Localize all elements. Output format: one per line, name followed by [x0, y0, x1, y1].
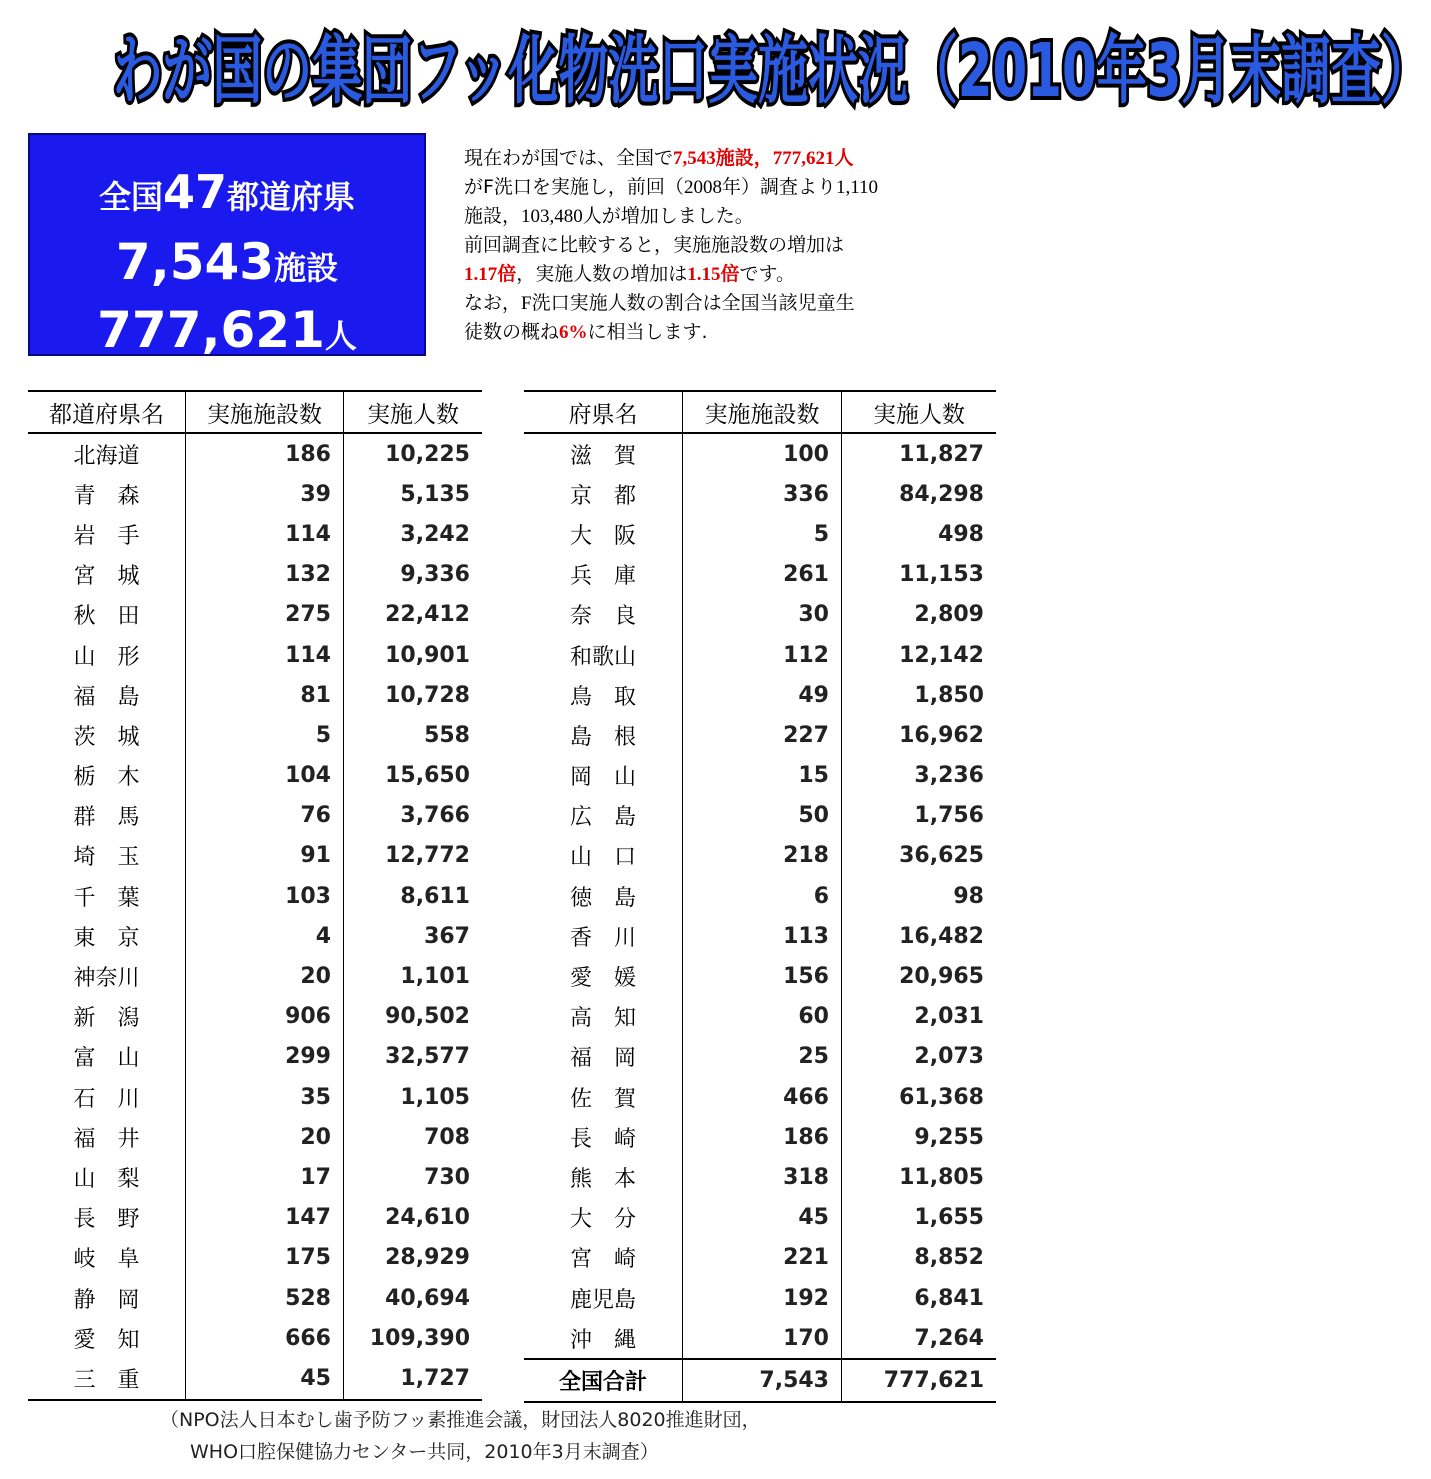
page-title-text: わが国の集団フッ化物洗口実施状況（2010年3月末調査）: [112, 29, 1431, 115]
prefecture-name: 新 潟: [73, 1006, 140, 1032]
desc-text: 洗口実施人数の割合は全国当該児童生: [531, 292, 855, 314]
participant-count: 22,412: [344, 595, 483, 635]
table-row: [524, 997, 996, 1037]
participant-count: 498: [842, 514, 997, 554]
column-header: 都道府県名: [28, 391, 186, 433]
prefecture-name: 長 崎: [569, 1126, 636, 1152]
facility-count: 227: [683, 715, 842, 755]
participant-count: 15,650: [344, 756, 483, 796]
facility-count: 5: [186, 715, 344, 755]
desc-text: に相当します.: [587, 321, 708, 343]
participant-count: 16,482: [842, 916, 997, 956]
participant-count: 16,962: [842, 715, 997, 755]
participant-count: 9,336: [344, 555, 483, 595]
facility-count: 221: [683, 1238, 842, 1278]
description-line: [464, 202, 1004, 231]
participant-count: 10,728: [344, 675, 483, 715]
table-row: [524, 675, 996, 715]
prefecture-name: 鳥 取: [569, 684, 636, 710]
table-row: [524, 1157, 996, 1197]
prefecture-name: 富 山: [73, 1046, 140, 1072]
prefecture-name: 三 重: [28, 1358, 186, 1399]
facility-count: 6: [683, 876, 842, 916]
desc-highlight: 1.15倍: [687, 264, 740, 285]
prefecture-name: 和歌山: [569, 644, 636, 670]
participant-count: 84,298: [842, 474, 997, 514]
table-row: [28, 1358, 482, 1399]
summary-prefecture-suffix: 都道府県: [227, 178, 356, 216]
total-label: 全国合計: [524, 1359, 683, 1401]
table-row: [28, 1198, 482, 1238]
prefecture-name: 島 根: [569, 724, 636, 750]
prefecture-name: 京 都: [569, 483, 636, 509]
prefecture-name: 香 川: [569, 925, 636, 951]
description-line: [464, 173, 1004, 202]
facility-count: 45: [683, 1198, 842, 1238]
facility-count: 17: [186, 1157, 344, 1197]
prefecture-name: 神奈川: [73, 966, 140, 992]
desc-highlight: ，: [753, 148, 773, 169]
table-row: [524, 1037, 996, 1077]
table-row: [28, 474, 482, 514]
facility-count: 20: [186, 956, 344, 996]
table-row: [524, 796, 996, 836]
participant-count: 109,390: [344, 1318, 483, 1358]
facility-count: 104: [186, 756, 344, 796]
desc-highlight: 7,543施設: [673, 148, 754, 169]
facility-count: 466: [683, 1077, 842, 1117]
table-row: [524, 876, 996, 916]
summary-prefix: 全国: [98, 178, 163, 216]
participant-count: 5,135: [344, 474, 483, 514]
facility-count: 114: [186, 635, 344, 675]
column-header: 実施施設数: [186, 391, 344, 433]
facility-count: 4: [186, 916, 344, 956]
facility-count: 112: [683, 635, 842, 675]
facility-count: 114: [186, 514, 344, 554]
participant-count: 11,805: [842, 1157, 997, 1197]
column-header: 実施人数: [344, 391, 483, 433]
participant-count: 8,852: [842, 1238, 997, 1278]
desc-text: 103,480: [521, 206, 583, 227]
desc-text: 1,110: [835, 177, 878, 198]
participant-count: 1,850: [842, 675, 997, 715]
facility-count: 192: [683, 1278, 842, 1318]
participant-count: 3,242: [344, 514, 483, 554]
table-row: [28, 715, 482, 755]
prefecture-name: 兵 庫: [569, 564, 636, 590]
participant-count: 2,031: [842, 997, 997, 1037]
prefecture-name: 栃 木: [73, 765, 140, 791]
prefecture-name: 岐 阜: [73, 1247, 140, 1273]
desc-text: 徒数の概ね: [464, 321, 560, 343]
desc-text: がF洗口を実施し，前回（: [464, 176, 684, 198]
prefecture-name: 福 岡: [569, 1046, 636, 1072]
participant-count: 1,727: [344, 1358, 483, 1399]
prefecture-name: 静 岡: [73, 1287, 140, 1313]
page-title: [0, 22, 1431, 122]
prefecture-name: 岩 手: [73, 523, 140, 549]
table-row: [524, 756, 996, 796]
participant-count: 3,766: [344, 796, 483, 836]
footer-source-line2: WHO口腔保健協力センター共同，2010年3月末調査）: [190, 1441, 659, 1463]
desc-text: です。: [739, 263, 796, 285]
desc-text: ，実施人数の増加は: [516, 263, 688, 285]
table-row: [524, 555, 996, 595]
prefecture-name: 山 形: [73, 644, 140, 670]
table-row: [524, 836, 996, 876]
table-row: [524, 1238, 996, 1278]
facility-count: 91: [186, 836, 344, 876]
footer-source-line1: （NPO法人日本むし歯予防フッ素推進会議，財団法人8020推進財団，: [160, 1409, 761, 1431]
desc-text: 年）調査より: [721, 176, 836, 198]
table-row: [524, 474, 996, 514]
desc-text: 2008: [683, 177, 722, 198]
table-row: [28, 433, 482, 474]
summary-prefectures: [30, 165, 424, 219]
facility-count: 30: [683, 595, 842, 635]
table-row: [28, 1278, 482, 1318]
facility-count: 156: [683, 956, 842, 996]
prefecture-name: 石 川: [73, 1086, 140, 1112]
facility-count: 76: [186, 796, 344, 836]
prefecture-name: 熊 本: [569, 1166, 636, 1192]
participant-count: 10,901: [344, 635, 483, 675]
prefecture-name: 宮 城: [73, 564, 140, 590]
participant-count: 367: [344, 916, 483, 956]
table-row: [524, 514, 996, 554]
participant-count: 12,142: [842, 635, 997, 675]
description-line: [464, 318, 1004, 347]
description-line: 前回調査に比較すると，実施施設数の増加は: [464, 234, 845, 256]
prefecture-name: 福 井: [73, 1126, 140, 1152]
participant-count: 90,502: [344, 997, 483, 1037]
table-row: [28, 675, 482, 715]
table-row: [524, 1278, 996, 1318]
participant-count: 2,809: [842, 595, 997, 635]
facility-count: 81: [186, 675, 344, 715]
prefecture-name: 長 野: [73, 1207, 140, 1233]
facility-count: 218: [683, 836, 842, 876]
prefecture-name: 愛 知: [73, 1327, 140, 1353]
table-row: [524, 635, 996, 675]
facility-count: 528: [186, 1278, 344, 1318]
facility-count: 25: [683, 1037, 842, 1077]
facility-count: 45: [186, 1358, 344, 1399]
participant-count: 11,827: [842, 433, 997, 474]
participant-count: 10,225: [344, 433, 483, 474]
facility-count: 336: [683, 474, 842, 514]
prefecture-name: 山 梨: [73, 1166, 140, 1192]
desc-highlight: 6%: [559, 322, 588, 343]
prefecture-name: 岡 山: [569, 765, 636, 791]
facility-count: 275: [186, 595, 344, 635]
total-participant-count: 777,621: [842, 1359, 997, 1401]
facility-count: 666: [186, 1318, 344, 1358]
facility-count: 299: [186, 1037, 344, 1077]
table-row: [524, 916, 996, 956]
desc-text: 人が増加しました。: [582, 205, 754, 227]
facility-count: 318: [683, 1157, 842, 1197]
total-facility-count: 7,543: [683, 1359, 842, 1401]
table-row: [28, 1318, 482, 1358]
table-row: [28, 595, 482, 635]
summary-facility-suffix: 施設: [274, 249, 339, 287]
facility-count: 60: [683, 997, 842, 1037]
participant-count: 708: [344, 1117, 483, 1157]
facility-count: 175: [186, 1238, 344, 1278]
description-text: [464, 144, 1004, 347]
facility-count: 132: [186, 555, 344, 595]
right-table: [524, 390, 996, 1403]
column-header: 実施人数: [842, 391, 997, 433]
participant-count: 8,611: [344, 876, 483, 916]
participant-count: 6,841: [842, 1278, 997, 1318]
table-row: [524, 1198, 996, 1238]
participant-count: 12,772: [344, 836, 483, 876]
facility-count: 39: [186, 474, 344, 514]
prefecture-name: 徳 島: [569, 885, 636, 911]
table-row: [28, 1117, 482, 1157]
description-line: [464, 289, 1004, 318]
facility-count: 50: [683, 796, 842, 836]
prefecture-name: 滋 賀: [569, 443, 636, 469]
summary-facility-count: 7,543: [115, 233, 275, 291]
prefecture-name: 山 口: [569, 845, 636, 871]
prefecture-name: 広 島: [569, 805, 636, 831]
prefecture-name: 東 京: [73, 925, 140, 951]
participant-count: 98: [842, 876, 997, 916]
left-table: [28, 390, 482, 1401]
summary-box: [28, 133, 426, 359]
table-row: [524, 595, 996, 635]
summary-people: [30, 301, 424, 359]
summary-prefecture-count: 47: [162, 165, 227, 219]
prefecture-name: 奈 良: [569, 604, 636, 630]
description-line: [464, 144, 1004, 173]
facility-count: 5: [683, 514, 842, 554]
prefecture-name: 福 島: [73, 684, 140, 710]
summary-people-count: 777,621: [97, 301, 325, 359]
column-header: 府県名: [524, 391, 683, 433]
facility-count: 15: [683, 756, 842, 796]
facility-count: 170: [683, 1318, 842, 1359]
desc-text: 現在わが国では、全国で: [464, 147, 674, 169]
summary-facilities: [30, 233, 424, 291]
facility-count: 147: [186, 1198, 344, 1238]
prefecture-name: 宮 崎: [569, 1247, 636, 1273]
table-row: [524, 433, 996, 474]
total-row: [524, 1359, 996, 1401]
table-row: [28, 956, 482, 996]
participant-count: 61,368: [842, 1077, 997, 1117]
facility-count: 186: [683, 1117, 842, 1157]
table-row: [28, 1037, 482, 1077]
desc-text: 施設，: [464, 205, 522, 227]
table-row: [28, 916, 482, 956]
participant-count: 40,694: [344, 1278, 483, 1318]
participant-count: 730: [344, 1157, 483, 1197]
table-row: [524, 1077, 996, 1117]
table-row: [28, 1157, 482, 1197]
table-row: [28, 796, 482, 836]
table-row: [28, 635, 482, 675]
table-row: [28, 1077, 482, 1117]
prefecture-name: 千 葉: [73, 885, 140, 911]
table-row: [524, 715, 996, 755]
facility-count: 49: [683, 675, 842, 715]
facility-count: 261: [683, 555, 842, 595]
table-row: [524, 1318, 996, 1359]
table-row: [28, 997, 482, 1037]
description-line: [464, 260, 1004, 289]
prefecture-name: 大 分: [569, 1207, 636, 1233]
summary-people-suffix: 人: [324, 317, 357, 355]
facility-count: 103: [186, 876, 344, 916]
participant-count: 7,264: [842, 1318, 997, 1359]
table-row: [28, 1238, 482, 1278]
participant-count: 1,101: [344, 956, 483, 996]
table-header-row: [28, 391, 482, 433]
prefecture-name: 茨 城: [73, 724, 140, 750]
desc-highlight: 777,621人: [772, 148, 854, 169]
table-row: [28, 836, 482, 876]
desc-text: なお，: [464, 292, 522, 314]
table-row: [28, 514, 482, 554]
facility-count: 113: [683, 916, 842, 956]
prefecture-name: 埼 玉: [73, 845, 140, 871]
prefecture-name: 鹿児島: [569, 1287, 636, 1313]
facility-count: 906: [186, 997, 344, 1037]
facility-count: 20: [186, 1117, 344, 1157]
table-row: [28, 876, 482, 916]
table-header-row: [524, 391, 996, 433]
participant-count: 1,655: [842, 1198, 997, 1238]
participant-count: 1,756: [842, 796, 997, 836]
participant-count: 36,625: [842, 836, 997, 876]
participant-count: 558: [344, 715, 483, 755]
participant-count: 1,105: [344, 1077, 483, 1117]
participant-count: 11,153: [842, 555, 997, 595]
desc-highlight: 1.17倍: [464, 264, 517, 285]
participant-count: 9,255: [842, 1117, 997, 1157]
participant-count: 3,236: [842, 756, 997, 796]
facility-count: 100: [683, 433, 842, 474]
table-row: [28, 756, 482, 796]
participant-count: 28,929: [344, 1238, 483, 1278]
prefecture-name: 群 馬: [73, 805, 140, 831]
prefecture-name: 高 知: [569, 1006, 636, 1032]
table-row: [524, 956, 996, 996]
column-header: 実施施設数: [683, 391, 842, 433]
participant-count: 24,610: [344, 1198, 483, 1238]
desc-text: F: [521, 293, 532, 314]
facility-count: 186: [186, 433, 344, 474]
table-row: [28, 555, 482, 595]
prefecture-name: 青 森: [73, 483, 140, 509]
prefecture-name: 北海道: [73, 443, 140, 469]
participant-count: 32,577: [344, 1037, 483, 1077]
participant-count: 20,965: [842, 956, 997, 996]
participant-count: 2,073: [842, 1037, 997, 1077]
prefecture-name: 佐 賀: [569, 1086, 636, 1112]
prefecture-name: 沖 縄: [569, 1327, 636, 1353]
facility-count: 35: [186, 1077, 344, 1117]
prefecture-name: 大 阪: [569, 523, 636, 549]
prefecture-name: 秋 田: [73, 604, 140, 630]
table-row: [524, 1117, 996, 1157]
prefecture-name: 愛 媛: [569, 966, 636, 992]
